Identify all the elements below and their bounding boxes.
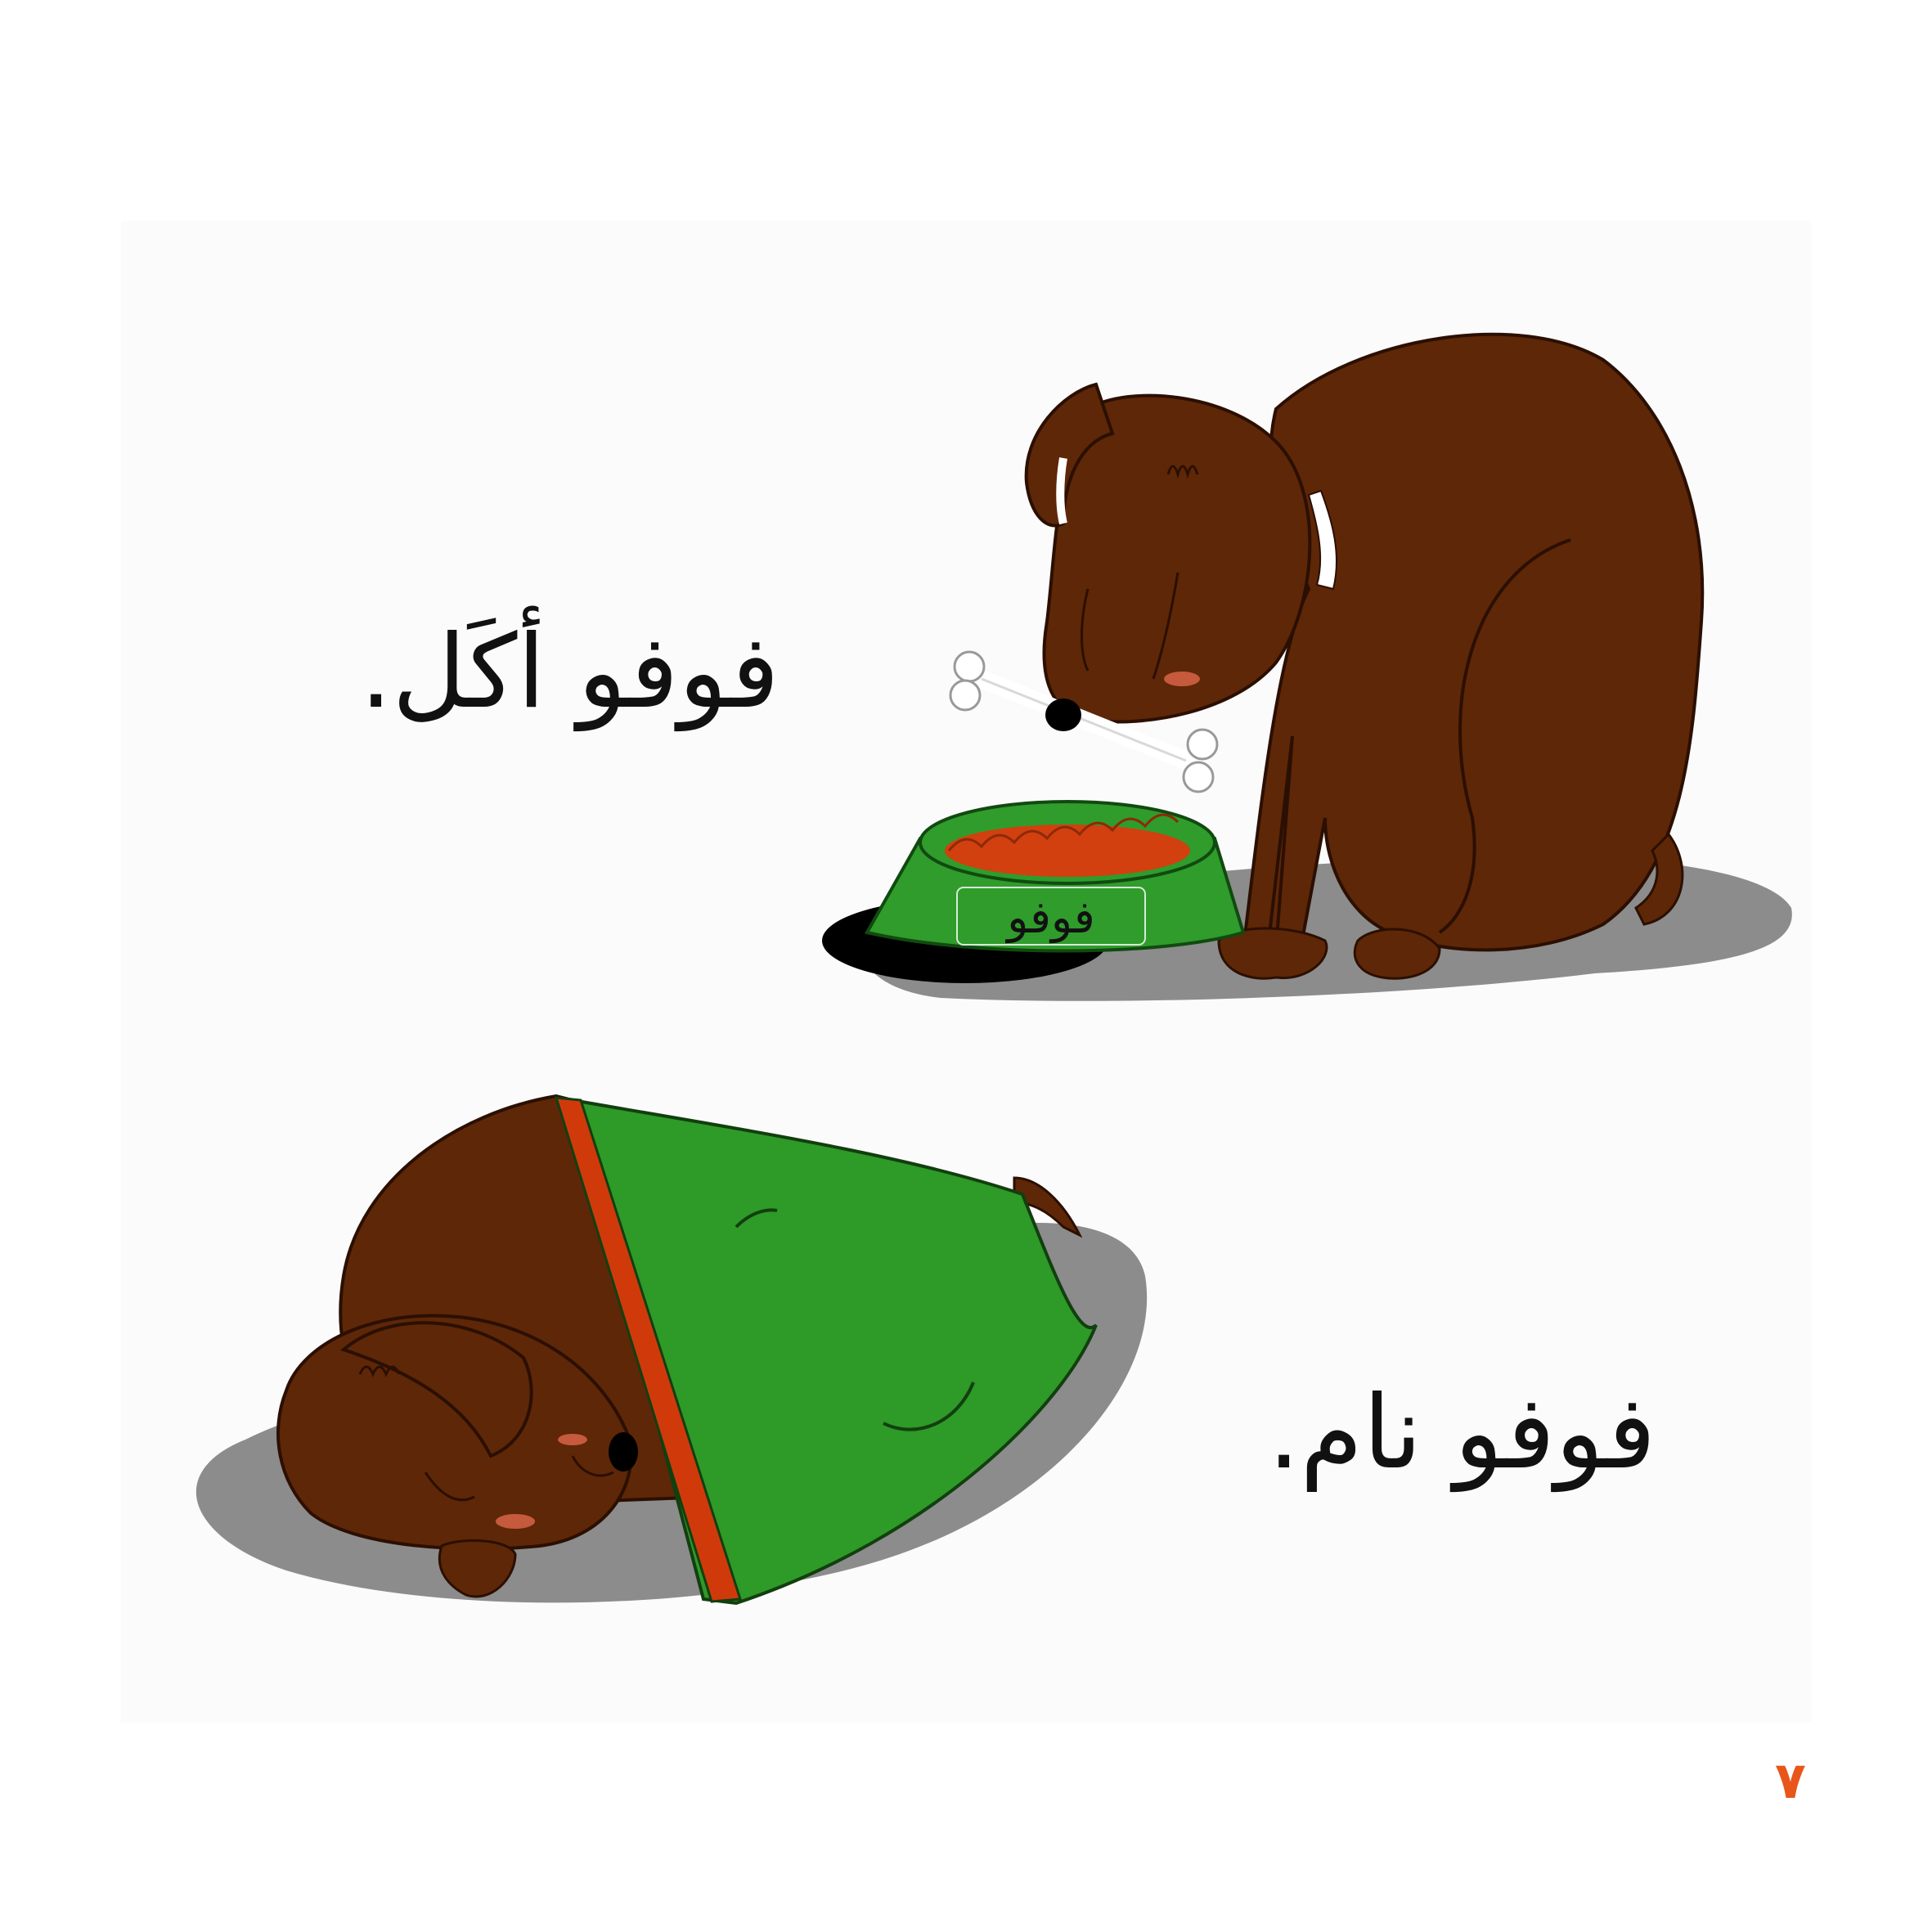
dog-cheek-blush bbox=[1164, 672, 1200, 686]
caption-eat: فوفو أكَل. bbox=[360, 613, 780, 731]
sleeping-dog-cheek-blush bbox=[496, 1514, 535, 1529]
dog-ear-highlight bbox=[1060, 458, 1063, 523]
sleeping-dog-nose-icon bbox=[609, 1432, 638, 1471]
caption-sleep: فوفو نام. bbox=[1268, 1374, 1656, 1492]
bowl-label: فوفو bbox=[1007, 892, 1095, 943]
dog-eating-illustration bbox=[822, 335, 1792, 1001]
sleeping-dog-cheek-blush-2 bbox=[558, 1434, 587, 1445]
food-bowl-icon bbox=[867, 802, 1243, 951]
page-number: ٧ bbox=[1775, 1750, 1806, 1810]
dog-nose-icon bbox=[1045, 699, 1081, 731]
dog-sleeping-illustration bbox=[196, 1096, 1147, 1603]
